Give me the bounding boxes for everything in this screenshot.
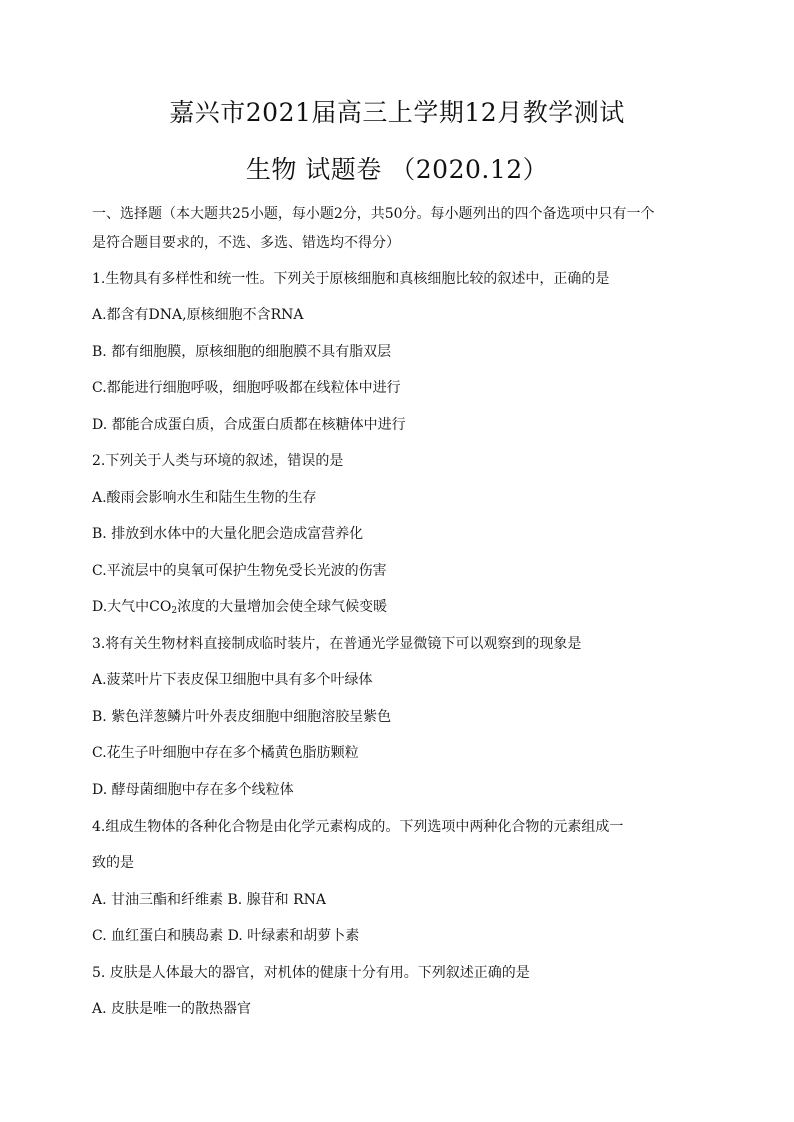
exam-title: 嘉兴市2021届高三上学期12月教学测试 <box>169 98 625 127</box>
question-2-option-d-subscript: 2 <box>171 606 178 616</box>
question-2-option-c: C.平流层中的臭氧可保护生物免受长光波的伤害 <box>92 563 387 579</box>
question-3-option-c: C.花生子叶细胞中存在多个橘黄色脂肪颗粒 <box>92 745 359 761</box>
question-4-stem-line2: 致的是 <box>92 855 134 871</box>
question-5-stem: 5. 皮肤是人体最大的器官，对机体的健康十分有用。下列叙述正确的是 <box>92 965 530 981</box>
question-3-option-b: B. 紫色洋葱鳞片叶外表皮细胞中细胞溶胶呈紫色 <box>92 709 392 725</box>
question-1-stem: 1.生物具有多样性和统一性。下列关于原核细胞和真核细胞比较的叙述中，正确的是 <box>92 271 610 287</box>
question-3-option-d: D. 酵母菌细胞中存在多个线粒体 <box>92 782 294 798</box>
question-2-option-a: A.酸雨会影响水生和陆生生物的生存 <box>92 490 317 506</box>
question-2-option-d <box>92 598 387 620</box>
question-5-option-a: A. 皮肤是唯一的散热器官 <box>92 1001 252 1017</box>
question-3-option-a: A.菠菜叶片下表皮保卫细胞中具有多个叶绿体 <box>92 672 373 688</box>
question-1-option-c: C.都能进行细胞呼吸，细胞呼吸都在线粒体中进行 <box>92 380 401 396</box>
section-instructions-line2: 是符合题目要求的，不选、多选、错选均不得分） <box>92 235 400 251</box>
question-4-stem-line1: 4.组成生物体的各种化合物是由化学元素构成的。下列选项中两种化合物的元素组成一 <box>92 819 624 835</box>
question-4-options-ab: A. 甘油三酯和纤维素 B. 腺苷和 RNA <box>92 892 327 908</box>
question-3-stem: 3.将有关生物材料直接制成临时装片，在普通光学显微镜下可以观察到的现象是 <box>92 636 582 652</box>
question-2-option-d-suffix: 浓度的大量增加会使全球气候变暖 <box>177 599 388 615</box>
exam-subtitle: 生物 试题卷 （2020.12） <box>245 155 549 184</box>
section-instructions-line1: 一、选择题（本大题共25小题，每小题2分，共50分。每小题列出的四个备选项中只有一个 <box>92 206 655 222</box>
question-2-stem: 2.下列关于人类与环境的叙述，错误的是 <box>92 453 344 469</box>
question-1-option-d: D. 都能合成蛋白质，合成蛋白质都在核糖体中进行 <box>92 417 406 433</box>
question-1-option-b: B. 都有细胞膜，原核细胞的细胞膜不具有脂双层 <box>92 344 392 360</box>
question-2-option-b: B. 排放到水体中的大量化肥会造成富营养化 <box>92 526 364 542</box>
question-4-options-cd: C. 血红蛋白和胰岛素 D. 叶绿素和胡萝卜素 <box>92 928 360 944</box>
question-1-option-a: A.都含有DNA,原核细胞不含RNA <box>92 307 304 323</box>
question-2-option-d-prefix: D.大气中CO <box>92 599 172 615</box>
